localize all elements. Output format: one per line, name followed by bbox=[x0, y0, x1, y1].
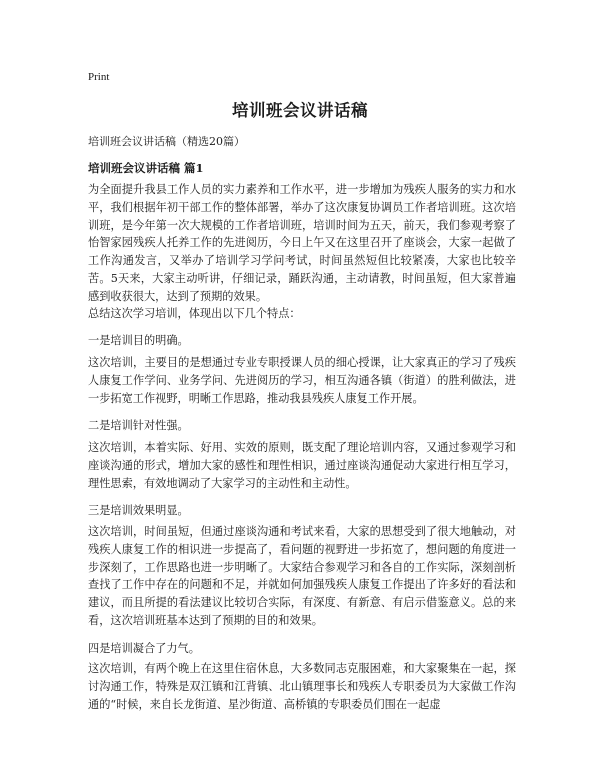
paragraph-summary: 总结这次学习培训，体现出以下几个特点： bbox=[88, 307, 301, 320]
paragraph-point-2: 这次培训，本着实际、好用、实效的原则，既支配了理论培训内容，又通过参观学习和座谈沟通的形式，增加大家的感性和理性相识，通过座谈沟通促动大家进行相互学习，理性思索，有效地调动了大家学习的主动性和主动性。 bbox=[88, 441, 516, 490]
paragraph-intro: 为全面提升我县工作人员的实力素养和工作水平，进一步增加为残疾人服务的实力和水平，我们根据年初干部工作的整体部署，举办了这次康复协调员工作者培训班。这次培训班，是今年第一次大规模的工作者培训班，培训时间为五天，前天，我们参观考察了怡智家园残疾人托养工作的先进阅历，今日上午又在这里召开了座谈会，大家一起做了工作沟通发言，又举办了培训学习学问考试，时间虽然短但比较紧凑，大家也比较辛苦。5天来，大家主动听讲，仔细记录，踊跃沟通，主动请教，时间虽短，但大家普遍感到收获很大，达到了预期的效果。 bbox=[88, 183, 516, 303]
paragraph-point-4: 这次培训，有两个晚上在这里住宿休息，大多数同志克服困难，和大家聚集在一起，探讨沟通工作，特殊是双江镇和江背镇、北山镇理事长和残疾人专职委员为大家做工作沟通的“时候，来自长龙街道、星沙街道、高桥镇的专职委员们围在一起虚 bbox=[88, 662, 516, 711]
point-heading-1: 一是培训目的明确。 bbox=[88, 334, 189, 347]
point-heading-4: 四是培训凝合了力气。 bbox=[88, 642, 200, 655]
document-subtitle: 培训班会议讲话稿（精选20篇） bbox=[88, 135, 245, 148]
section-heading: 培训班会议讲话稿 篇1 bbox=[88, 161, 204, 175]
paragraph-point-3: 这次培训，时间虽短，但通过座谈沟通和考试来看，大家的思想受到了很大地触动，对残疾人康复工作的相识进一步提高了，看问题的视野进一步拓宽了，想问题的角度进一步深刻了，工作思路也进一步明晰了。大家结合参观学习和各自的工作实际，深刻剖析查找了工作中存在的问题和不足，并就如何加强残疾人康复工作提出了许多好的看法和建议，而且所提的看法建议比较切合实际，有深度、有新意、有启示借鉴意义。总的来看，这次培训班基本达到了预期的目的和效果。 bbox=[88, 525, 516, 627]
document-title: 培训班会议讲话稿 bbox=[232, 101, 368, 120]
point-heading-2: 二是培训针对性强。 bbox=[88, 419, 189, 432]
point-heading-3: 三是培训效果明显。 bbox=[88, 504, 189, 517]
paragraph-point-1: 这次培训，主要目的是想通过专业专职授课人员的细心授课，让大家真正的学习了残疾人康复工作学问、业务学问、先进阅历的学习，相互沟通各镇（街道）的胜利做法，进一步拓宽工作视野，明晰工作思路，推动我县残疾人康复工作开展。 bbox=[88, 356, 516, 405]
print-link[interactable]: Print bbox=[88, 71, 110, 83]
